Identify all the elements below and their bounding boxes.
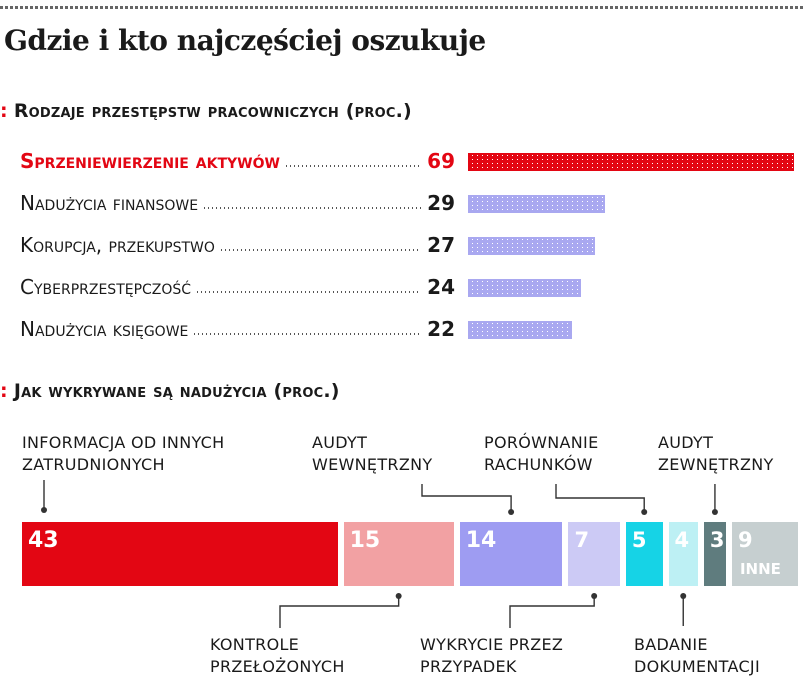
segment-category-label-line: PRZEŁOŻONYCH bbox=[210, 657, 345, 676]
leader-dot bbox=[680, 593, 686, 599]
bar-value-label: 24 bbox=[427, 275, 455, 299]
segment-value-label: 4 bbox=[674, 528, 690, 552]
segment-category-label-line: ZATRUDNIONYCH bbox=[22, 455, 165, 474]
bar-category-label: Nadużycia finansowe bbox=[20, 191, 199, 215]
bar-category-label: Nadużycia księgowe bbox=[20, 317, 189, 341]
segment-value-label: 14 bbox=[465, 528, 497, 553]
segment-category-label-line: INFORMACJA OD INNYCH bbox=[22, 433, 225, 452]
bar-value-label: 29 bbox=[427, 191, 455, 215]
segment-category-label-line: DOKUMENTACJI bbox=[634, 657, 760, 676]
segment-category-label-line: ZEWNĘTRZNY bbox=[658, 455, 774, 474]
segment-category-label-line: WEWNĘTRZNY bbox=[312, 455, 433, 474]
segment-value-label: 5 bbox=[631, 528, 647, 552]
segment-value-label: 9 bbox=[737, 528, 753, 552]
bar-category-label: Sprzeniewierzenie aktywów bbox=[20, 149, 280, 173]
section-title-text: Rodzaje przestępstw pracowniczych (proc.) bbox=[13, 100, 412, 122]
segment-category-label-line: KONTROLE bbox=[210, 635, 300, 654]
leader-dot bbox=[41, 507, 47, 513]
segment-value-label: 15 bbox=[349, 528, 381, 553]
section-marker-icon: : bbox=[0, 100, 8, 122]
bar-value-label: 27 bbox=[427, 233, 455, 257]
bar-value-label: 69 bbox=[427, 149, 455, 173]
segment-inner-label: INNE bbox=[739, 560, 781, 578]
leader-line bbox=[422, 484, 511, 512]
bar-category-label: Korupcja, przekupstwo bbox=[20, 233, 215, 257]
segment-value-label: 7 bbox=[574, 528, 590, 552]
leader-line bbox=[510, 596, 594, 628]
segment-value-label: 43 bbox=[28, 528, 59, 553]
bar-category-label: Cyberprzestępczość bbox=[20, 275, 192, 299]
segment-category-label-line: PRZYPADEK bbox=[420, 657, 517, 676]
section-marker-icon: : bbox=[0, 380, 8, 402]
bar-value-label: 22 bbox=[427, 317, 455, 341]
page-title: Gdzie i kto najczęściej oszukuje bbox=[4, 24, 486, 57]
leader-dot bbox=[508, 509, 514, 515]
segment-category-label-line: WYKRYCIE PRZEZ bbox=[420, 635, 564, 654]
leader-line bbox=[556, 484, 644, 512]
leader-dot bbox=[641, 509, 647, 515]
segment-category-label-line: AUDYT bbox=[658, 433, 714, 452]
leader-line bbox=[280, 596, 399, 628]
leader-dot bbox=[591, 593, 597, 599]
leader-dot bbox=[396, 593, 402, 599]
segment-value-label: 3 bbox=[709, 528, 725, 552]
section-title-text: Jak wykrywane są nadużycia (proc.) bbox=[13, 380, 340, 402]
segment-category-label-line: AUDYT bbox=[312, 433, 368, 452]
segment-category-label-line: RACHUNKÓW bbox=[484, 455, 593, 474]
leader-dot bbox=[712, 509, 718, 515]
segment-category-label-line: BADANIE bbox=[634, 635, 708, 654]
segment-category-label-line: PORÓWNANIE bbox=[484, 433, 599, 452]
